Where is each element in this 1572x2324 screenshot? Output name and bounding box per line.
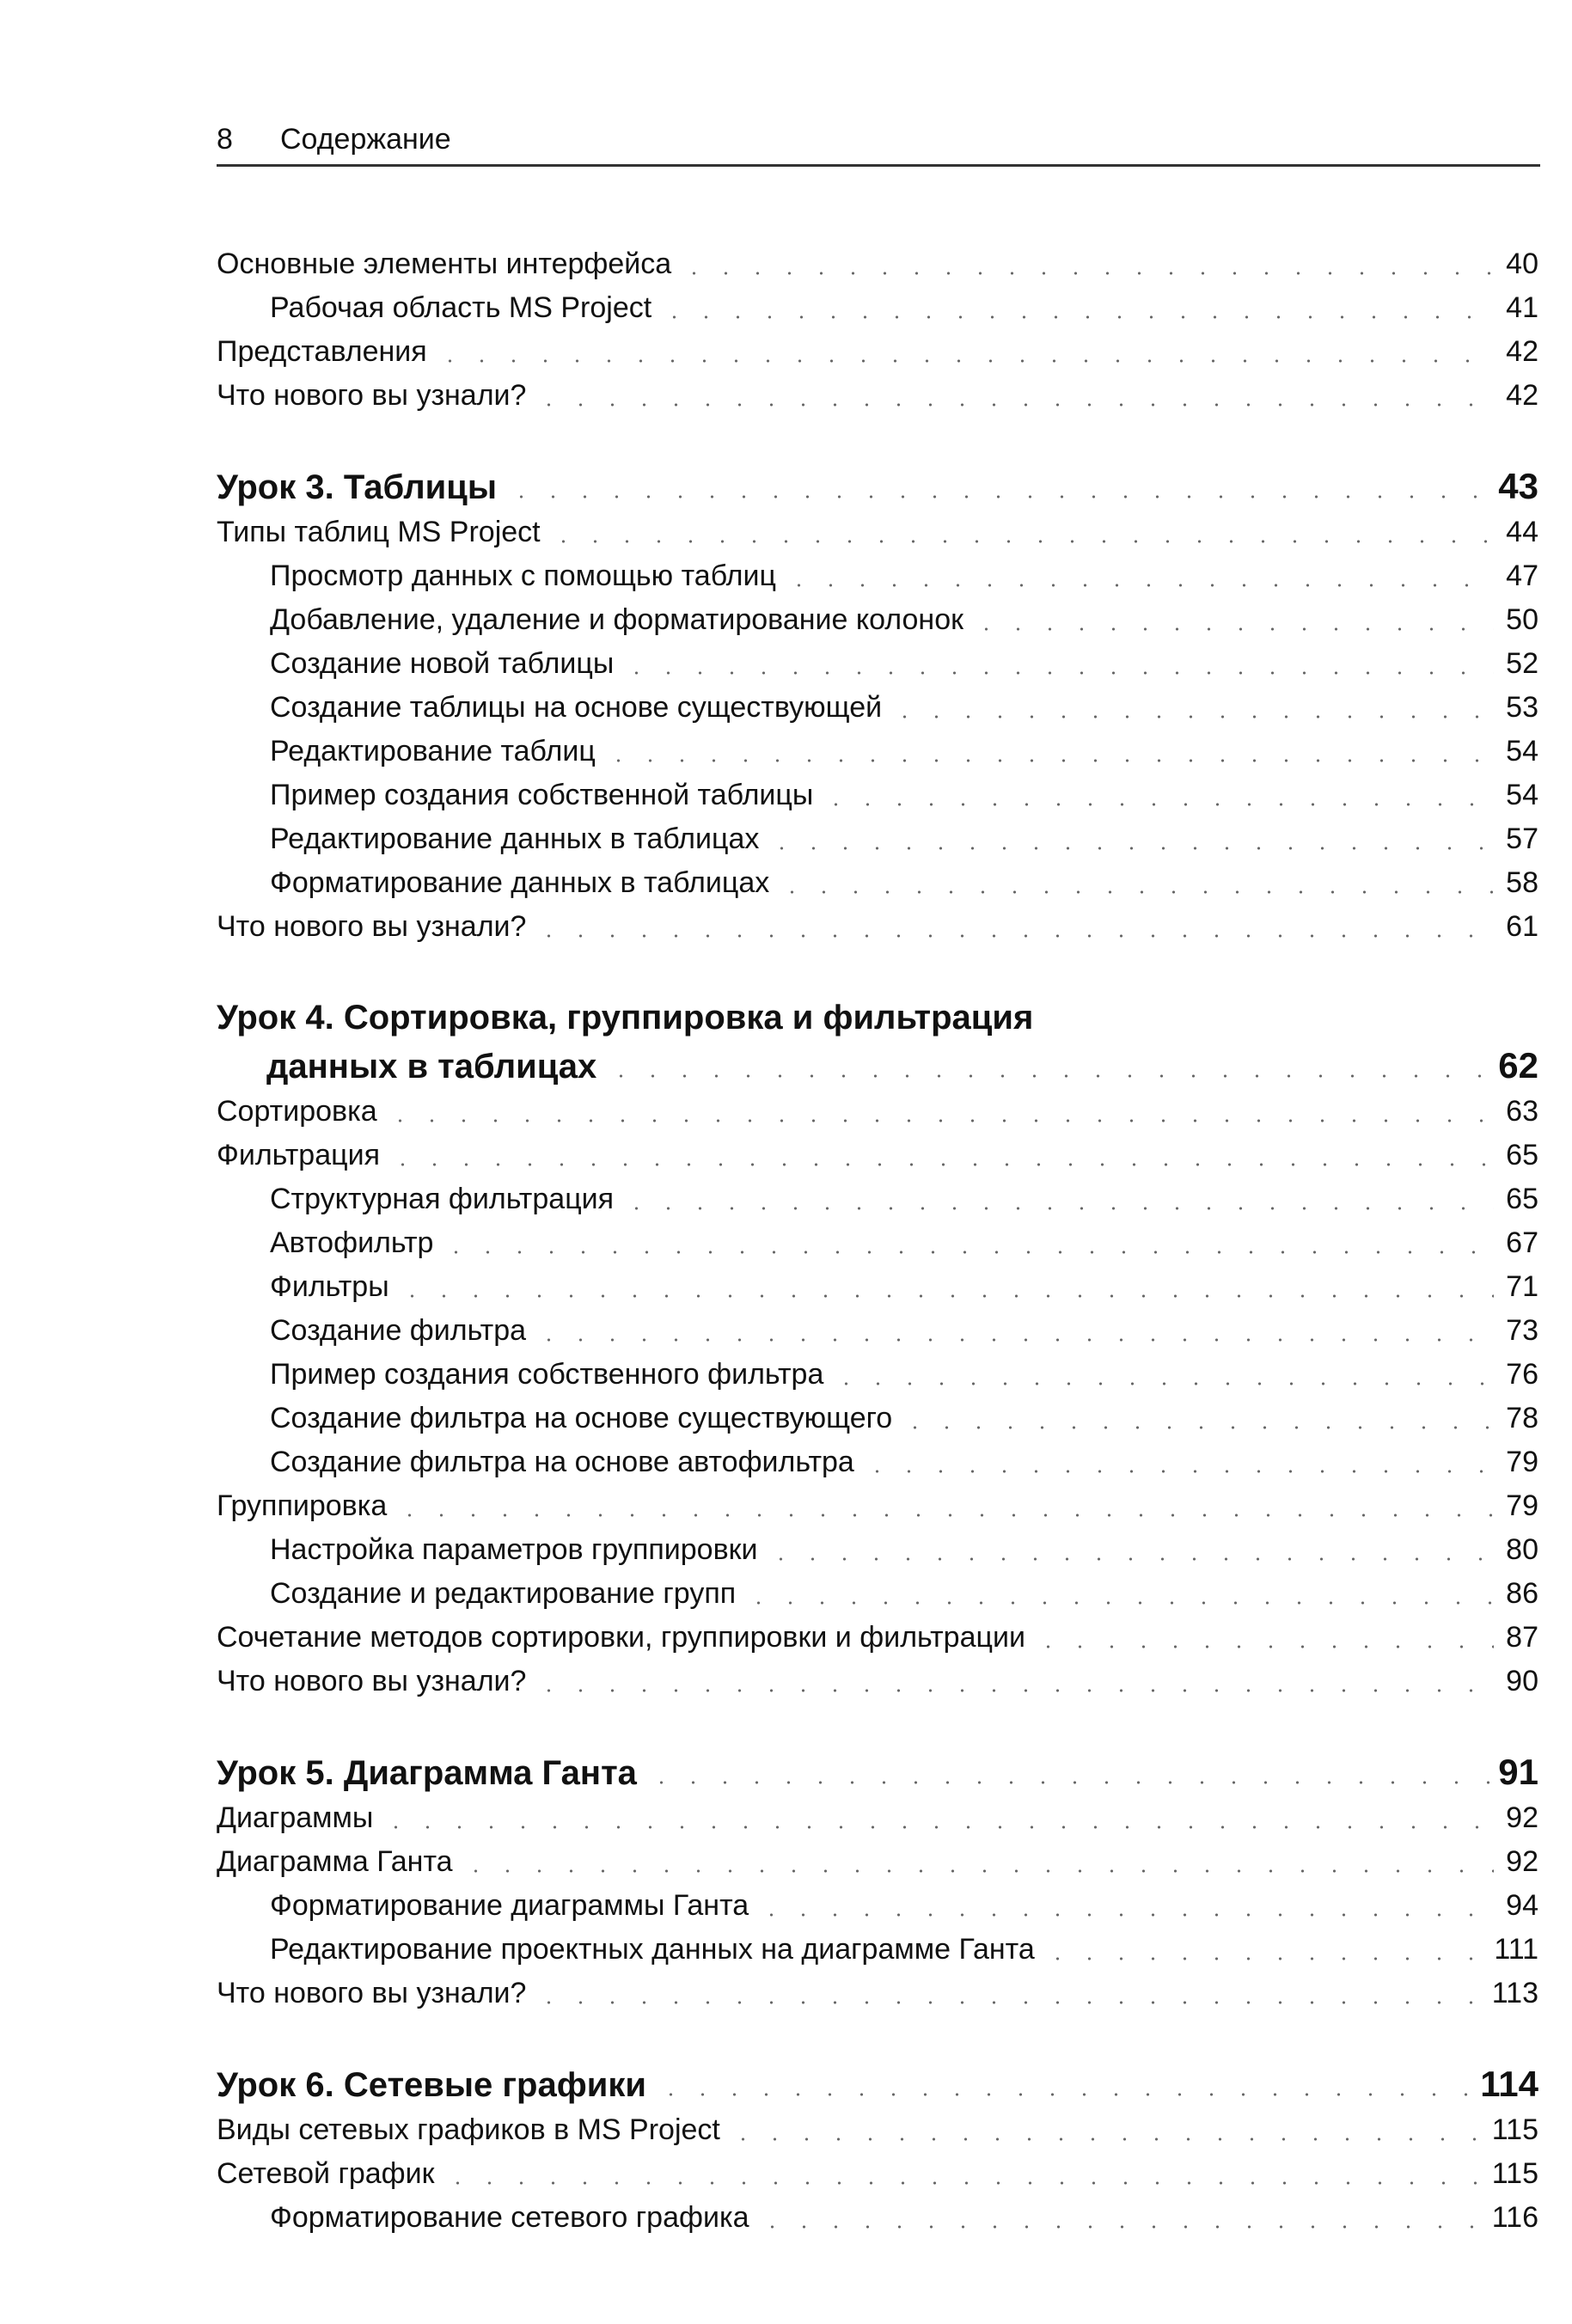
toc-entry-page: 40 [1506,248,1538,280]
dot-leader [384,1119,1494,1122]
dot-leader [756,2225,1485,2229]
toc-entry-title: Диаграмма Ганта [217,1845,453,1878]
toc-entry-title: Настройка параметров группировки [270,1533,758,1566]
lesson-spacer [217,1703,1538,1748]
toc-entry [217,2196,1538,2240]
toc-entry-page: 92 [1506,1845,1538,1878]
dot-leader [602,759,1494,762]
toc-entry [217,1840,1538,1884]
toc-entry [217,1090,1538,1134]
lesson-heading [217,994,1538,1042]
lesson-page: 114 [1480,2064,1538,2104]
toc-entry-title: Редактирование проектных данных на диаграмме Ганта [270,1933,1035,1966]
toc-entry-page: 44 [1506,516,1538,548]
toc-entry-title: Что нового вы узнали? [217,1977,527,2009]
toc-entry-page: 115 [1491,2113,1538,2146]
toc-entry [217,1928,1538,1972]
toc-entry-title: Просмотр данных с помощью таблиц [270,560,776,592]
toc-entry [217,374,1538,418]
toc-entry-page: 41 [1506,291,1538,324]
toc-entry-title: Создание фильтра на основе автофильтра [270,1446,854,1478]
lesson-heading [217,2060,1538,2108]
toc-entry [217,1221,1538,1265]
dot-leader [380,1826,1494,1829]
lesson-heading [217,462,1538,511]
dot-leader [830,1382,1494,1385]
page-number: 8 [217,123,233,156]
toc-entry [217,1796,1538,1840]
dot-leader [1032,1645,1494,1648]
lesson-title-line1: Урок 4. Сортировка, группировка и фильтрация [217,999,1034,1037]
toc-entry-page: 116 [1491,2201,1538,2234]
toc-entry-page: 52 [1506,647,1538,680]
dot-leader [889,715,1494,719]
toc-entry [217,2152,1538,2196]
table-of-contents [217,242,1538,2240]
toc-entry-page: 63 [1506,1095,1538,1128]
toc-entry-page: 57 [1506,823,1538,855]
toc-entry-page: 78 [1506,1402,1538,1434]
toc-entry-page: 92 [1506,1801,1538,1834]
dot-leader [970,627,1494,631]
toc-entry-title: Добавление, удаление и форматирование колонок [270,603,963,636]
toc-entry-title: Фильтрация [217,1139,381,1171]
toc-entry [217,511,1538,554]
toc-entry-page: 87 [1506,1621,1538,1654]
toc-entry-page: 113 [1491,1977,1538,2009]
toc-entry [217,1660,1538,1703]
toc-entry-title: Сортировка [217,1095,377,1128]
dot-leader [434,359,1494,363]
toc-entry-page: 71 [1506,1270,1538,1303]
running-title: Содержание [280,123,451,156]
toc-entry-page: 79 [1506,1489,1538,1522]
dot-leader [396,1294,1494,1298]
toc-entry-title: Сочетание методов сортировки, группировки и фильтрации [217,1621,1025,1654]
dot-leader [547,540,1494,543]
toc-entry [217,1177,1538,1221]
dot-leader [820,803,1494,806]
toc-entry-page: 65 [1506,1139,1538,1171]
dot-leader [533,403,1494,407]
toc-entry [217,554,1538,598]
toc-entry-title: Сетевой график [217,2157,435,2190]
dot-leader [783,584,1494,587]
dot-leader [621,671,1494,675]
lesson-spacer [217,418,1538,462]
dot-leader [605,1074,1489,1078]
toc-entry-page: 50 [1506,603,1538,636]
toc-entry-title: Редактирование таблиц [270,735,596,768]
toc-entry [217,1309,1538,1353]
toc-entry-title: Редактирование данных в таблицах [270,823,760,855]
dot-leader [440,1251,1494,1254]
dot-leader [505,495,1489,498]
dot-leader [727,2137,1485,2141]
toc-entry-title: Типы таблиц MS Project [217,516,541,548]
toc-entry-page: 42 [1506,379,1538,412]
lesson-title: Урок 6. Сетевые графики [217,2066,646,2104]
dot-leader [442,2181,1485,2185]
toc-entry-title: Структурная фильтрация [270,1183,615,1215]
toc-entry [217,1397,1538,1440]
toc-entry [217,1134,1538,1177]
toc-entry-page: 73 [1506,1314,1538,1347]
toc-entry-title: Форматирование диаграммы Ганта [270,1889,749,1922]
dot-leader [765,1557,1494,1561]
toc-entry-title: Пример создания собственного фильтра [270,1358,824,1391]
lesson-heading-continued [217,1042,1538,1090]
dot-leader [394,1514,1494,1517]
dot-leader [776,890,1494,894]
lesson-heading [217,1748,1538,1796]
toc-entry [217,330,1538,374]
toc-entry-page: 54 [1506,735,1538,768]
lesson-title: Урок 3. Таблицы [217,468,497,506]
toc-entry-page: 61 [1506,910,1538,943]
toc-entry-page: 94 [1506,1889,1538,1922]
toc-entry [217,642,1538,686]
toc-entry-title: Создание таблицы на основе существующей [270,691,883,724]
dot-leader [1042,1957,1488,1960]
toc-entry-title: Форматирование сетевого графика [270,2201,749,2234]
toc-entry-title: Виды сетевых графиков в MS Project [217,2113,720,2146]
dot-leader [678,272,1494,275]
toc-entry-title: Что нового вы узнали? [217,910,527,943]
toc-entry-title: Диаграммы [217,1801,374,1834]
toc-entry [217,286,1538,330]
dot-leader [755,1913,1494,1917]
toc-entry [217,730,1538,774]
toc-entry-title: Создание и редактирование групп [270,1577,737,1610]
toc-entry-page: 80 [1506,1533,1538,1566]
dot-leader [387,1163,1494,1166]
page-header [217,123,1540,167]
toc-entry [217,774,1538,817]
toc-entry [217,1265,1538,1309]
toc-entry [217,686,1538,730]
toc-entry [217,1884,1538,1928]
lesson-page: 62 [1498,1045,1538,1086]
toc-entry [217,1528,1538,1572]
toc-entry-title: Создание фильтра на основе существующего [270,1402,893,1434]
toc-entry [217,2108,1538,2152]
dot-leader [655,2093,1471,2096]
toc-entry [217,1484,1538,1528]
toc-entry [217,1616,1538,1660]
toc-entry [217,1972,1538,2015]
toc-entry [217,598,1538,642]
dot-leader [658,315,1494,319]
toc-entry-title: Что нового вы узнали? [217,1665,527,1697]
toc-entry-title: Форматирование данных в таблицах [270,866,770,899]
toc-entry-title: Создание фильтра [270,1314,527,1347]
toc-entry-page: 53 [1506,691,1538,724]
toc-entry-page: 76 [1506,1358,1538,1391]
toc-entry [217,817,1538,861]
toc-entry-title: Фильтры [270,1270,389,1303]
toc-entry-page: 111 [1494,1933,1538,1966]
toc-entry [217,861,1538,905]
toc-entry-page: 58 [1506,866,1538,899]
toc-entry-title: Пример создания собственной таблицы [270,779,814,811]
toc-entry-title: Создание новой таблицы [270,647,615,680]
dot-leader [533,934,1494,938]
lesson-spacer [217,949,1538,994]
lesson-spacer [217,2015,1538,2060]
toc-entry [217,1572,1538,1616]
lesson-title-line2: данных в таблицах [266,1048,597,1086]
dot-leader [861,1470,1494,1473]
lesson-page: 43 [1498,466,1538,506]
dot-leader [621,1207,1494,1210]
dot-leader [899,1426,1494,1429]
toc-entry-page: 54 [1506,779,1538,811]
lesson-page: 91 [1498,1752,1538,1792]
dot-leader [766,847,1494,850]
toc-entry [217,1353,1538,1397]
dot-leader [743,1601,1494,1605]
toc-entry [217,905,1538,949]
dot-leader [533,1689,1494,1692]
toc-entry-page: 67 [1506,1226,1538,1259]
toc-entry-title: Представления [217,335,427,368]
toc-entry-title: Автофильтр [270,1226,434,1259]
toc-entry-page: 47 [1506,560,1538,592]
lesson-title: Урок 5. Диаграмма Ганта [217,1754,637,1792]
toc-entry-page: 42 [1506,335,1538,368]
dot-leader [460,1869,1494,1873]
toc-entry [217,242,1538,286]
dot-leader [533,1338,1494,1342]
toc-entry-page: 65 [1506,1183,1538,1215]
toc-entry [217,1440,1538,1484]
toc-entry-page: 86 [1506,1577,1538,1610]
toc-entry-title: Основные элементы интерфейса [217,248,672,280]
toc-entry-title: Рабочая область MS Project [270,291,652,324]
toc-entry-title: Что нового вы узнали? [217,379,527,412]
dot-leader [645,1781,1489,1784]
dot-leader [533,2001,1484,2004]
toc-entry-page: 79 [1506,1446,1538,1478]
toc-entry-page: 90 [1506,1665,1538,1697]
toc-entry-title: Группировка [217,1489,388,1522]
toc-entry-page: 115 [1491,2157,1538,2190]
